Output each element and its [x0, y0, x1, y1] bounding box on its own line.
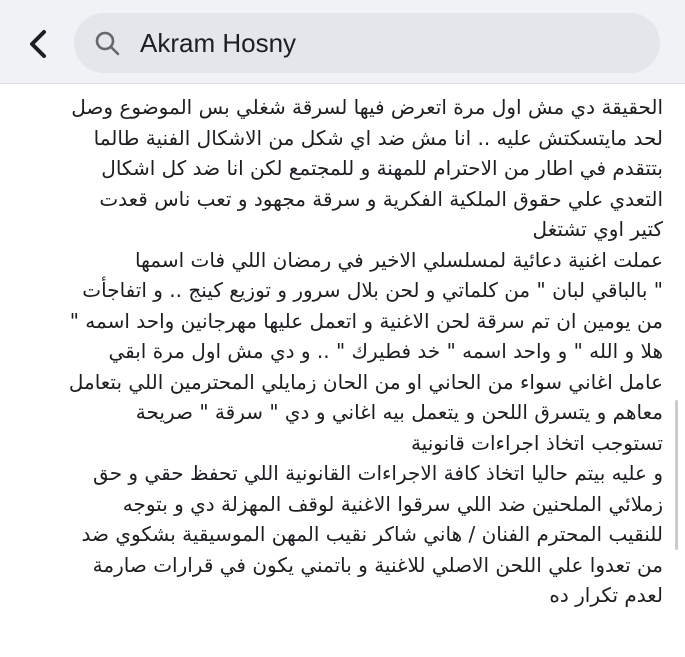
scrollbar[interactable] [675, 400, 678, 550]
post-paragraph-2 [0, 245, 685, 459]
text-line: معاهم و يتسرق اللحن و يتعمل بيه اغاني و دي " سرقة " صريحة [135, 400, 663, 424]
text-line: زملائي الملحنين ضد اللي سرقوا الاغنية لوقف المهزلة دي و بتوجه [122, 491, 663, 516]
text-line: التعدي علي حقوق الملكية الفكرية و سرقة مجهود و تعب ناس قعدت [99, 186, 663, 211]
search-input[interactable] [140, 28, 610, 59]
text-line: للنقيب المحترم الفنان / هاني شاكر نقيب المهن الموسيقية بشكوي ضد [81, 522, 663, 546]
text-line: من تعدوا علي اللحن الاصلي للاغنية و باتمني يكون في قرارات صارمة [92, 552, 663, 577]
text-line: لعدم تكرار ده [549, 583, 663, 607]
search-box[interactable] [74, 13, 660, 73]
text-line: عملت اغنية دعائية لمسلسلي الاخير في رمضان اللي فات اسمها [134, 247, 663, 272]
text-line: من يومين ان تم سرقة لحن الاغنية و اتعمل عليها مهرجانين واحد اسمه " [69, 308, 663, 333]
text-line: تستوجب اتخاذ اجراءات قانونية [410, 430, 663, 455]
text-line: بتتقدم في اطار من الاحترام للمهنة و للمجتمع لكن انا ضد كل اشكال [101, 156, 663, 180]
back-button[interactable] [18, 24, 58, 64]
top-bar [0, 0, 685, 84]
chevron-left-icon [27, 29, 49, 59]
text-line: عامل اغاني سواء من الحاني او من الحان زمايلي المحترمين اللي بتعامل [68, 369, 663, 394]
post-body [0, 84, 685, 657]
text-line: و عليه بيتم حاليا اتخاذ كافة الاجراءات القانونية اللي تحفظ حقي و حق [93, 461, 663, 485]
magnifier-icon [94, 30, 120, 56]
text-line: هلا و الله " و واحد اسمه " خد فطيرك " .. و دي مش اول مرة ابقي [108, 339, 663, 363]
text-line: كتير اوي تشتغل [532, 217, 663, 241]
text-line: لحد مايتسكتش عليه .. انا مش ضد اي شكل من الاشكال الفنية طالما [93, 125, 663, 150]
text-line: " بالباقي لبان " من كلماتي و لحن بلال سرور و توزيع كينج .. و اتفاجأت [82, 278, 663, 302]
post-paragraph-3 [0, 458, 685, 611]
post-paragraph-1 [0, 84, 685, 245]
text-line: الحقيقة دي مش اول مرة اتعرض فيها لسرقة شغلي بس الموضوع وصل [71, 95, 663, 119]
